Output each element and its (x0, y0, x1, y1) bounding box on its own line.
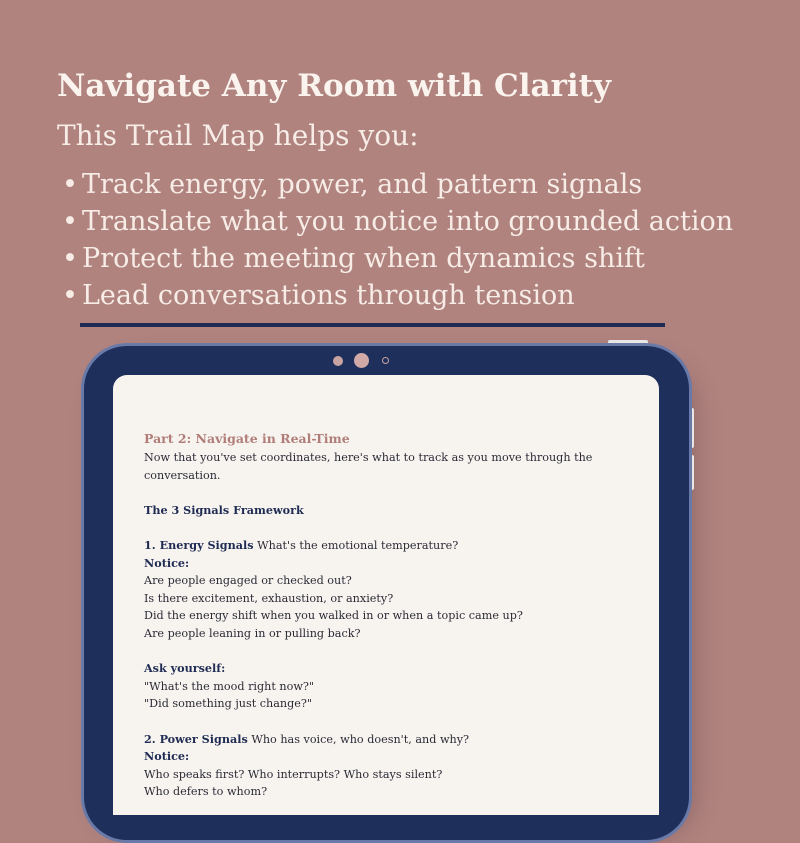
bullet-dot: • (62, 169, 78, 200)
tablet-sensor-icon (333, 356, 343, 366)
intro-text-line: Now that you've set coordinates, here's what to track as you move through the (144, 451, 593, 464)
bullet-dot: • (62, 243, 78, 274)
benefit-item (62, 203, 733, 240)
ask-item: "What's the mood right now?" (144, 679, 315, 693)
notice-label: Notice: (144, 555, 190, 570)
benefit-item (62, 240, 733, 277)
tablet-camera-icon (354, 353, 369, 368)
power-signals-line (144, 731, 634, 749)
notice-item: Is there excitement, exhaustion, or anxiety? (144, 591, 394, 605)
benefit-text: Protect the meeting when dynamics shift (82, 243, 645, 274)
energy-signals-heading: 1. Energy Signals (144, 537, 254, 552)
document-page (144, 429, 634, 801)
power-signals-heading: 2. Power Signals (144, 731, 248, 746)
intro-text-line: conversation. (144, 468, 221, 482)
headline: Navigate Any Room with Clarity (57, 68, 612, 104)
ask-yourself-label: Ask yourself: (144, 661, 226, 676)
benefit-item (62, 166, 733, 203)
part-title: Part 2: Navigate in Real-Time (144, 431, 350, 446)
header-divider (80, 323, 665, 327)
tablet-light-sensor-icon (382, 357, 389, 364)
framework-title: The 3 Signals Framework (144, 502, 304, 517)
energy-signals-line (144, 537, 634, 555)
notice-item: Are people leaning in or pulling back? (144, 626, 361, 640)
notice-item: Who speaks first? Who interrupts? Who stays silent? (144, 767, 443, 781)
subheadline: This Trail Map helps you: (57, 119, 419, 152)
notice-item: Who defers to whom? (144, 785, 268, 799)
energy-signals-question: What's the emotional temperature? (253, 538, 459, 552)
benefit-text: Translate what you notice into grounded action (82, 206, 734, 237)
benefit-text: Lead conversations through tension (82, 280, 575, 311)
bullet-dot: • (62, 280, 78, 311)
benefit-text: Track energy, power, and pattern signals (82, 169, 643, 200)
notice-label: Notice: (144, 749, 190, 764)
bullet-dot: • (62, 206, 78, 237)
power-signals-question: Who has voice, who doesn't, and why? (247, 732, 470, 746)
benefit-item (62, 277, 733, 314)
benefits-list (62, 166, 733, 314)
notice-item: Did the energy shift when you walked in or when a topic came up? (144, 609, 523, 623)
ask-item: "Did something just change?" (144, 697, 313, 711)
notice-item: Are people engaged or checked out? (144, 574, 352, 588)
tablet-screen (113, 375, 659, 815)
